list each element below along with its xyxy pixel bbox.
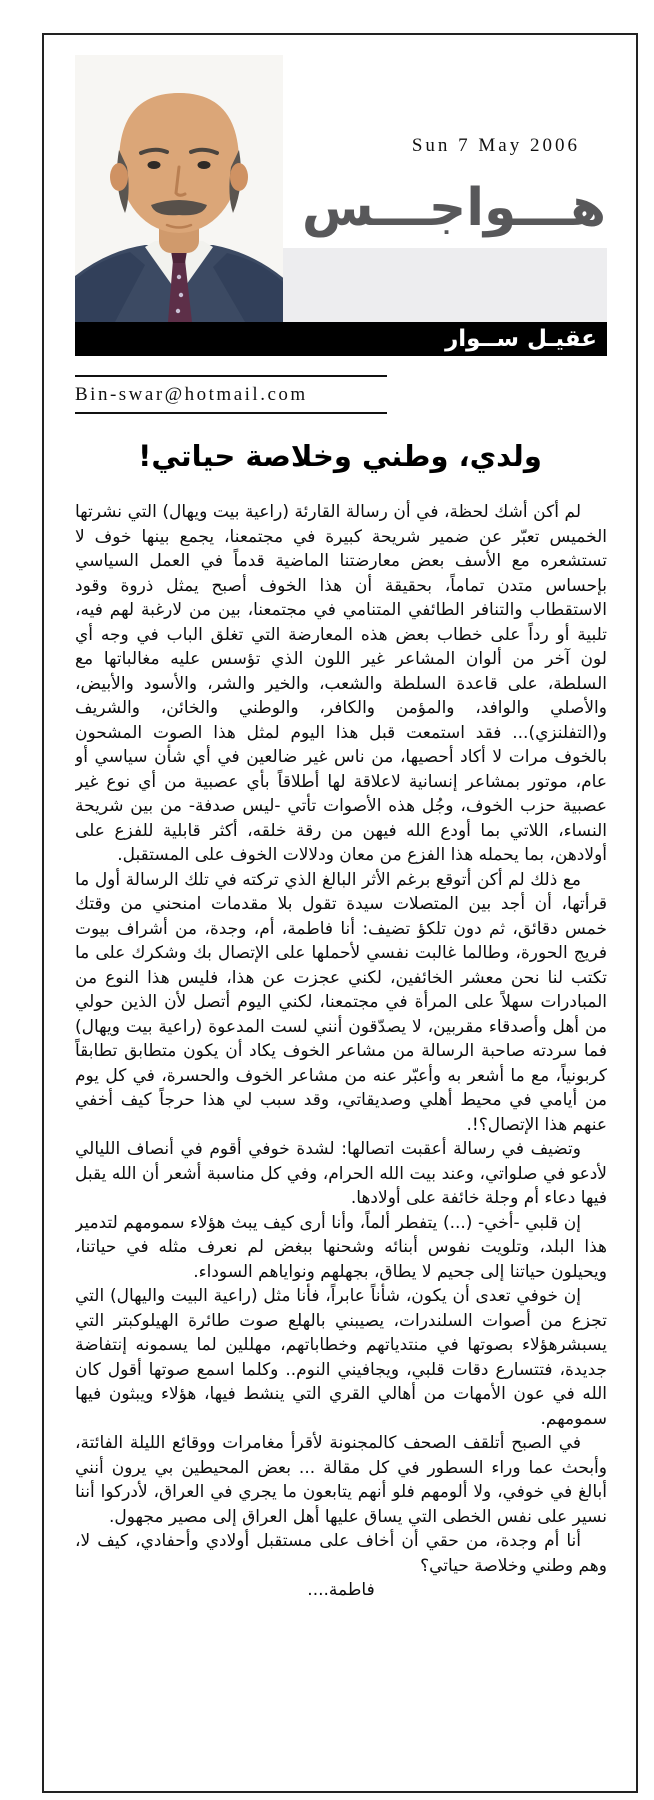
- page-frame: [42, 33, 638, 1793]
- header-gray-band: [283, 248, 607, 322]
- article-body: [75, 500, 607, 1783]
- column-title: هـــواجـــس: [301, 178, 606, 238]
- author-name: عقيـل ســوار: [445, 326, 597, 352]
- email-link[interactable]: Bin-swar@hotmail.com: [75, 384, 308, 405]
- author-photo: [75, 55, 283, 322]
- article-paragraph: إن خوفي تعدى أن يكون، شأناً عابراً، فأنا مثل (راعية البيت واليهال) التي تجزع من أصوات السلندرات، يصيبني بالهلع صوت طائرة الهيلوكبتر التي يسبشرهؤلاء بصوتها في منتدياتهم وخطاباتهم، مهللين لما يسمونه إنتفاضة جديدة، فتتسارع دقات قلبي، ويجافيني النوم.. وكلما اسمع صوتها أقول كان الله في عون الأمهات من أهالي القري التي ينشط فيها، هؤلاء ويبثون فيها سمومهم.: [75, 1286, 607, 1429]
- article-paragraph: لم أكن أشك لحظة، في أن رسالة القارئة (راعية بيت ويهال) التي نشرتها الخميس تعبّر عن ضمير شريحة كبيرة في مجتمعنا، يجمع بينها خوف لا تستشعره مع الأسف بعض معارضتنا الماضية قدماً في العمل السياسي بإحساس متدن تماماً، بحقيقة أن هذا الخوف أصبح يمثل ذروة وقود الاستقطاب والتنافر الطائفي المتنامي في مجتمعنا، بين من لارغبة لهم فيه، تلبية أو رداً على خطاب بعض هذه المعارضة التي تغلق الباب في وجه أي لون آخر من ألوان المشاعر غير اللون الذي تؤسس عليه مغالباتها مع السلطة، على قاعدة السلطة والشعب، والخير والشر، والأسود والأبيض، والأصلي والوافد، والمؤمن والكافر، والوطني والخائن، والشريف و(التفلنزي)... فقد استمعت قبل هذا اليوم لمثل هذا الصوت المشحون بالخوف مرات لا أكاد أحصيها، من ناس غير ضالعين في أي شأن سياسي أو عام، موتور بمشاعر إنسانية لاعلاقة لها أطلاقاً بأي عصبية من أي نوع غير عصبية حزب الخوف، وجُل هذه الأصوات تأتي -ليس صدفة- من بين شريحة النساء، اللاتي بما أودع الله فيهن من رقة خلقه، أكثر قابلية للفزع على أولادهن، بما يحمله هذا الفزع من معان ودلالات الخوف على المستقبل.: [75, 502, 607, 865]
- article-paragraph: وتضيف في رسالة أعقبت اتصالها: لشدة خوفي أقوم في أنصاف الليالي لأدعو في صلواتي، وعند بيت الله الحرام، وفي كل مناسبة أشعر أن الله يقبل فيها دعاء أم وجلة خائفة على أولادها.: [75, 1139, 607, 1208]
- article-paragraph: أنا أم وجدة، من حقي أن أخاف على مستقبل أولادي وأحفادي، كيف لا، وهم وطني وخلاصة حياتي؟: [75, 1531, 607, 1576]
- article-title: ولدي، وطني وخلاصة حياتي!: [138, 439, 542, 473]
- article-paragraph: إن قلبي -أخي- (...) يتفطر ألماً، وأنا أرى كيف يبث هؤلاء سمومهم لتدمير هذا البلد، وتلويت نفوس أبنائه وشحنها ببغض لم نعرف مثله في حياتنا، ويحيلون حياتنا إلى جحيم لا يطاق، بجهلهم ونواياهم السوداء.: [75, 1212, 607, 1282]
- author-bar: [75, 322, 607, 356]
- article-signature: فاطمة....: [307, 1580, 375, 1600]
- article-paragraph: في الصبح أتلقف الصحف كالمجنونة لأقرأ مغامرات ووقائع الليلة الفائتة، وأبحث عما وراء السطور في كل مقالة ... بعض المحيطين بي يرون أنني أبالغ في خوفي، ولا ألومهم فلو أنهم يتابعون ما يجري في العراق، لأدركوا أننا نسير على نفس الخطى التي يساق عليها أهل العراق إلى مصير مجهول.: [75, 1433, 607, 1527]
- email-block: [75, 375, 387, 414]
- article-paragraph: مع ذلك لم أكن أتوقع برغم الأثر البالغ الذي تركته في تلك الرسالة أول ما قرأتها، أن أجد بين المتصلات سيدة تقول بلا مقدمات امنحني من وقتك خمس دقائق، ثم دون تلكؤ تضيف: أنا فاطمة، أم، وجدة، من أشراف بيوت فريج الحورة، وطالما غالبت نفسي لأحملها على الإتصال بك وشكرك على ما تكتب لنا نحن معشر الخائفين، لكني عجزت عن هذا، فليس هذا النوع من المبادرات سهلاً على المرأة في مجتمعنا، لكني اليوم أتصل لأن الذين حولي من أهل وأصدقاء مقربين، لا يصدّقون أنني لست المدعوة (راعية بيت ويهال) فما سردته صاحبة الرسالة من مشاعر الخوف يكاد أن يكون متطابق تطابقاً كربونياً، مع ما أشعر به وأعبّر عنه من مشاعر الخوف والحسرة، في كل يوم من أيامي في محيط أهلي وصديقاتي، وقد سبب لي هذا حرجاً كيف أخفي عنهم هذا الإتصال؟!.: [75, 869, 607, 1135]
- issue-date: Sun 7 May 2006: [411, 135, 580, 156]
- author-portrait-illustration: [75, 55, 283, 322]
